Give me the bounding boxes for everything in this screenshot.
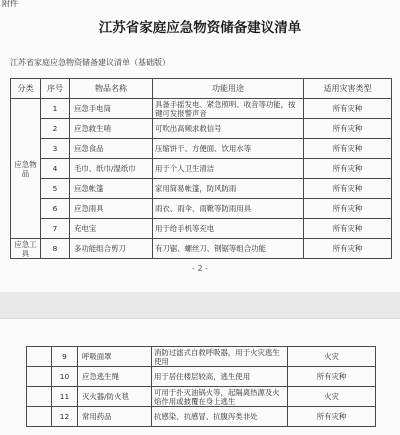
row-number: 7 xyxy=(41,219,70,239)
row-number: 10 xyxy=(52,367,78,387)
row-function: 消防过滤式自救呼吸器，用于火灾逃生使用 xyxy=(152,347,288,367)
category-cell-empty xyxy=(27,347,52,367)
row-function: 具备手摇发电、紧急照明、收音等功能，按键可发报警声音 xyxy=(153,99,304,119)
attachment-label: 附件 xyxy=(2,0,18,8)
row-item-name: 应急帐篷 xyxy=(70,179,153,199)
supplies-table-continued xyxy=(26,346,376,427)
row-item-name: 灭火器/防火毯 xyxy=(78,387,152,407)
row-disaster-type: 所有灾种 xyxy=(304,239,392,259)
header-category: 分类 xyxy=(11,79,41,99)
row-function: 有刀锯、螺丝刀、钢锯等组合功能 xyxy=(153,239,304,259)
table-row xyxy=(27,387,376,407)
row-number: 5 xyxy=(41,179,70,199)
row-number: 3 xyxy=(41,139,70,159)
document-page-2 xyxy=(0,318,400,435)
row-function: 抗感染、抗感冒、抗腹泻类非处 xyxy=(152,407,288,427)
row-disaster-type: 所有灾种 xyxy=(304,99,392,119)
row-number: 11 xyxy=(52,387,78,407)
row-item-name: 多功能组合剪刀 xyxy=(70,239,153,259)
row-number: 1 xyxy=(41,99,70,119)
row-item-name: 应急手电筒 xyxy=(70,99,153,119)
row-function: 用于个人卫生清洁 xyxy=(153,159,304,179)
row-item-name: 应急食品 xyxy=(70,139,153,159)
table-header-row xyxy=(11,79,392,99)
table-row xyxy=(27,347,376,367)
row-function: 可用于扑灭油锅火等，起隔离热源及火焰作用或披覆在身上逃生 xyxy=(152,387,288,407)
header-item-name: 物品名称 xyxy=(70,79,153,99)
row-function: 可吹出高频求救信号 xyxy=(153,119,304,139)
header-disaster-type: 适用灾害类型 xyxy=(304,79,392,99)
row-disaster-type: 所有灾种 xyxy=(304,159,392,179)
row-number: 4 xyxy=(41,159,70,179)
table-row xyxy=(11,219,392,239)
row-function: 用于给手机等充电 xyxy=(153,219,304,239)
row-item-name: 应急雨具 xyxy=(70,199,153,219)
row-function: 压缩饼干、方便面、饮用水等 xyxy=(153,139,304,159)
table-row xyxy=(11,199,392,219)
row-number: 6 xyxy=(41,199,70,219)
row-disaster-type: 所有灾种 xyxy=(304,179,392,199)
row-function: 用于居住楼层较高，逃生使用 xyxy=(152,367,288,387)
row-number: 12 xyxy=(52,407,78,427)
header-function: 功能用途 xyxy=(153,79,304,99)
category-cell-tools: 应急工具 xyxy=(11,239,41,259)
row-disaster-type: 所有灾种 xyxy=(288,407,376,427)
row-disaster-type: 所有灾种 xyxy=(304,199,392,219)
table-row xyxy=(27,367,376,387)
supplies-table xyxy=(10,78,392,259)
category-cell-empty xyxy=(27,387,52,407)
row-item-name: 应急逃生绳 xyxy=(78,367,152,387)
row-function: 家用简易帐篷，防风防雨 xyxy=(153,179,304,199)
table-row xyxy=(11,99,392,119)
page-number: - 2 - xyxy=(192,264,208,273)
table-row xyxy=(11,179,392,199)
row-disaster-type: 所有灾种 xyxy=(304,119,392,139)
category-cell-empty xyxy=(27,407,52,427)
row-number: 2 xyxy=(41,119,70,139)
row-disaster-type: 所有灾种 xyxy=(288,367,376,387)
table-row xyxy=(27,407,376,427)
row-item-name: 充电宝 xyxy=(70,219,153,239)
row-disaster-type: 所有灾种 xyxy=(304,139,392,159)
category-cell-empty xyxy=(27,367,52,387)
document-title: 江苏省家庭应急物资储备建议清单 xyxy=(98,20,302,36)
row-disaster-type: 火灾 xyxy=(288,387,376,407)
row-function: 雨衣、雨伞、雨靴等防雨用具 xyxy=(153,199,304,219)
row-item-name: 毛巾、纸巾/湿纸巾 xyxy=(70,159,153,179)
category-cell-supplies: 应急物品 xyxy=(11,99,41,239)
row-item-name: 应急救生哨 xyxy=(70,119,153,139)
row-item-name: 常用药品 xyxy=(78,407,152,427)
table-row xyxy=(11,159,392,179)
header-number: 序号 xyxy=(41,79,70,99)
table-row xyxy=(11,239,392,259)
row-disaster-type: 火灾 xyxy=(288,347,376,367)
table-row xyxy=(11,119,392,139)
row-disaster-type: 所有灾种 xyxy=(304,219,392,239)
table-subtitle: 江苏省家庭应急物资储备建议清单（基础版） xyxy=(10,58,170,67)
row-number: 9 xyxy=(52,347,78,367)
row-number: 8 xyxy=(41,239,70,259)
row-item-name: 呼吸面罩 xyxy=(78,347,152,367)
table-row xyxy=(11,139,392,159)
